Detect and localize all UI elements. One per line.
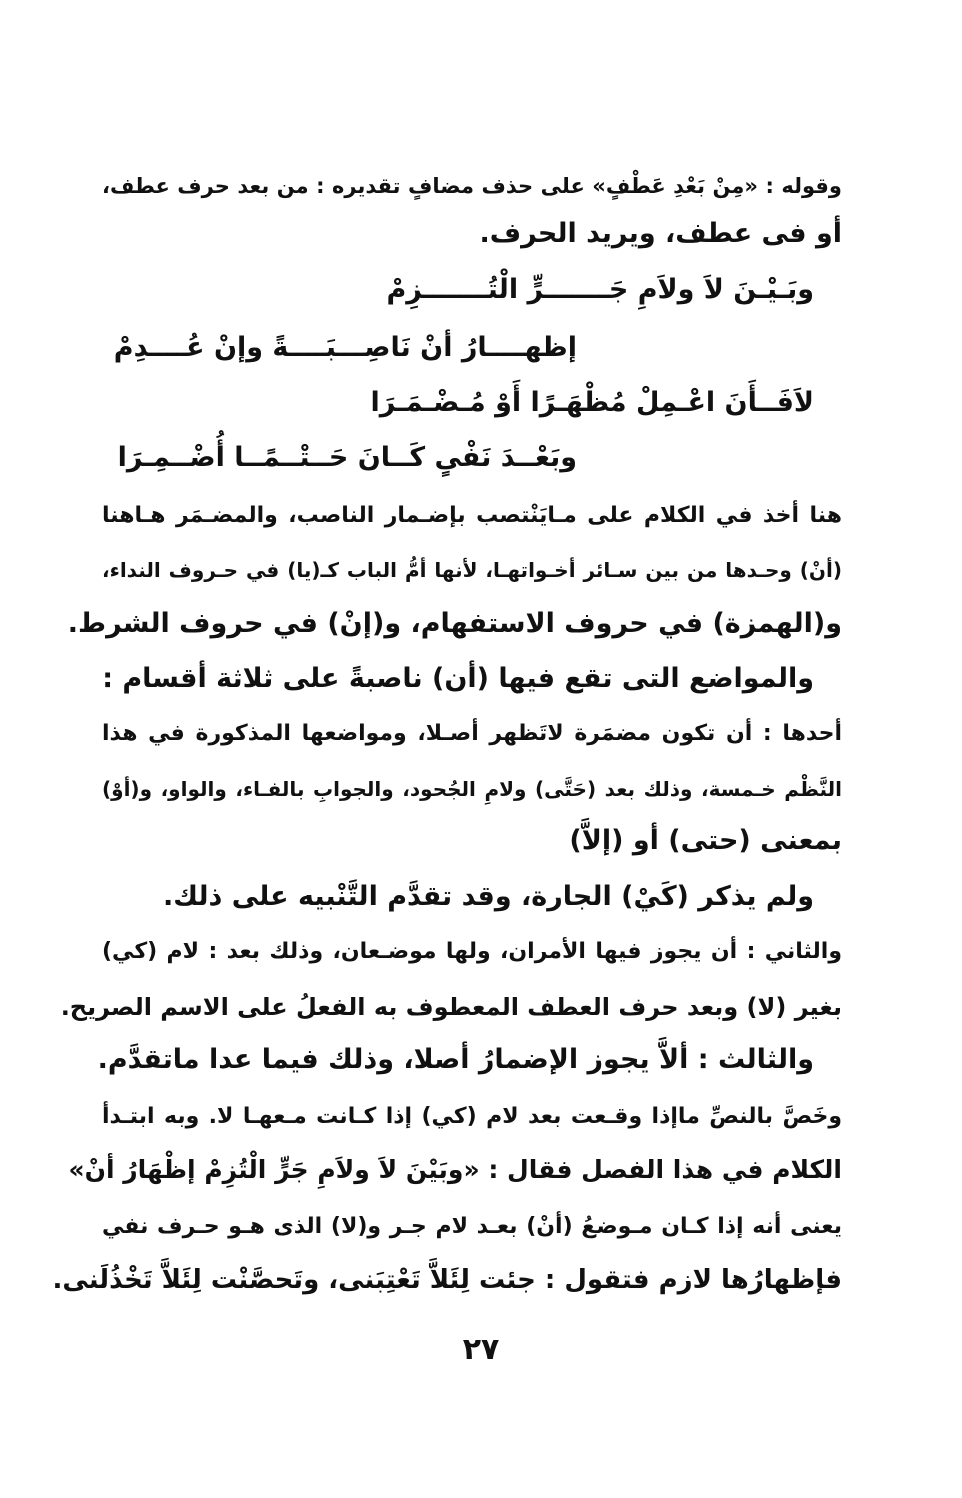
paragraph2-line2: (أنْ) وحـدها من بين سـائر أخـواتهـا، لأنها أمُّ الباب كـ(يا) في حـروف النداء،: [102, 558, 842, 582]
paragraph3-line1: والمواضع التى تقع فيها (أن) ناصبةً على ثلاثة أقسام :: [102, 663, 814, 694]
paragraph5-line1: ولم يذكر (كَيْ) الجارة، وقد تقدَّم التَّنْبيه على ذلك.: [163, 881, 814, 912]
paragraph2-line3: و(الهمزة) في حروف الاستفهام، و(إنْ) في حروف الشرط.: [67, 608, 842, 639]
page-number: ٢٧: [462, 1332, 500, 1367]
verse-line-1: وبَـيْـنَ لاَ ولاَمِ جَـــــــرٍّ الْتُـــــــزِمْ: [386, 274, 814, 305]
verse-line-4: وبَعْــدَ نَفْىٍ كَــانَ حَــتْــمًــا أُضْــمِـرَا: [117, 442, 577, 473]
verse-line-3: لاَفَــأَنَ اعْـمِلْ مُظْهَـرًا أَوْ مُـضْـمَـرَا: [370, 387, 814, 418]
paragraph9-line1: يعنى أنه إذا كـان مـوضعُ (أنْ) بعـد لام جـر و(لا) الذى هـو حـرف نفي: [102, 1214, 842, 1239]
paragraph2-line1: هنا أخذ في الكلام على مـايَنْتصب بإضـمار الناصب، والمضـمَر هـاهنا: [102, 503, 842, 528]
paragraph4-line1: أحدها : أن تكون مضمَرة لاتَظهر أصـلا، ومواضعها المذكورة في هذا: [102, 721, 842, 746]
paragraph8-line2: الكلام في هذا الفصل فقال : «وبَيْنَ لاَ ولاَمِ جَرٍّ الْتُزِمْ إظْهَارُ أنْ»: [68, 1155, 842, 1184]
paragraph1-line1: وقوله : «مِنْ بَعْدِ عَطْفٍ» على حذف مضافٍ تقديره : من بعد حرف عطف،: [102, 174, 842, 198]
paragraph6-line2: بغير (لا) وبعد حرف العطف المعطوف به الفعلُ على الاسم الصريح.: [60, 993, 842, 1021]
paragraph7-line1: والثالث : ألاَّ يجوز الإضمارُ أصلا، وذلك فيما عدا ماتقدَّم.: [97, 1044, 814, 1075]
paragraph1-line2: أو فى عطف، ويريد الحرف.: [479, 218, 842, 249]
paragraph8-line1: وخَصَّ بالنصِّ ماإذا وقـعت بعد لام (كي) إذا كـانت مـعهـا لا. وبه ابتـدأ: [102, 1104, 842, 1129]
paragraph6-line1: والثاني : أن يجوز فيها الأمران، ولها موضـعان، وذلك بعد : لام (كي): [102, 939, 842, 964]
paragraph9-line2: فإظهارُها لازم فتقول : جئت لِئَلاَّ تَعْتِبَنى، وتَحصَّنْت لِئَلاَّ تَخْذُلَنى.: [52, 1265, 842, 1295]
paragraph4-line3: بمعنى (حتى) أو (إلاَّ): [569, 825, 842, 856]
verse-line-2: إظهــــارُ أنْ نَاصِـــبَــــةً وإنْ عُــــدِمْ: [113, 332, 577, 363]
paragraph4-line2: النَّظْم خـمسة، وذلك بعد (حَتَّى) ولامِ الجُحود، والجوابِ بالفـاء، والواو، و(أوْ): [102, 777, 842, 801]
